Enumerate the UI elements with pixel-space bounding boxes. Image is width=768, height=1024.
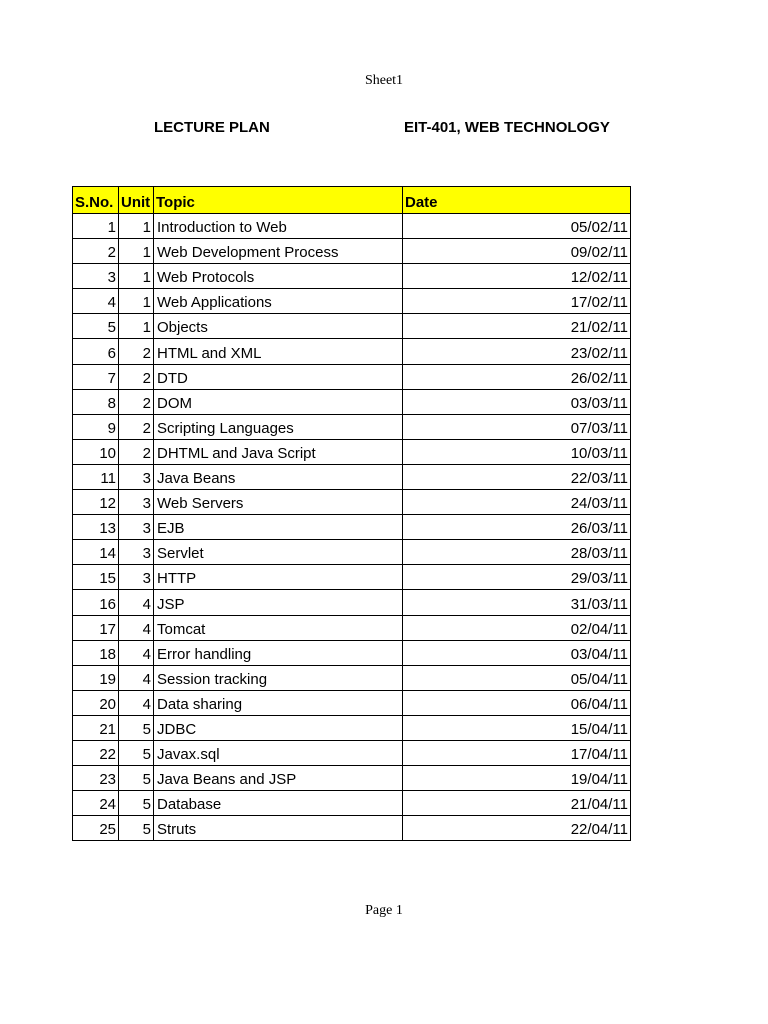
cell-date: 17/02/11: [403, 289, 631, 314]
cell-sno: 1: [73, 214, 119, 239]
cell-unit: 4: [119, 590, 154, 615]
page-number: Page 1: [365, 903, 403, 918]
cell-unit: 1: [119, 314, 154, 339]
cell-unit: 4: [119, 640, 154, 665]
cell-date: 31/03/11: [403, 590, 631, 615]
cell-date: 26/03/11: [403, 515, 631, 540]
table-row: [73, 740, 631, 765]
column-header-unit: Unit: [119, 187, 154, 214]
cell-topic: Web Servers: [154, 490, 403, 515]
cell-topic: Web Protocols: [154, 264, 403, 289]
cell-date: 02/04/11: [403, 615, 631, 640]
cell-unit: 4: [119, 615, 154, 640]
cell-unit: 2: [119, 339, 154, 364]
cell-sno: 7: [73, 364, 119, 389]
cell-unit: 2: [119, 439, 154, 464]
table-header-row: [73, 187, 631, 214]
cell-topic: JDBC: [154, 715, 403, 740]
cell-sno: 22: [73, 740, 119, 765]
cell-date: 19/04/11: [403, 766, 631, 791]
cell-date: 12/02/11: [403, 264, 631, 289]
table-row: [73, 239, 631, 264]
cell-unit: 2: [119, 364, 154, 389]
cell-sno: 17: [73, 615, 119, 640]
column-header-date: Date: [403, 187, 631, 214]
table-row: [73, 439, 631, 464]
cell-unit: 4: [119, 665, 154, 690]
table-row: [73, 791, 631, 816]
cell-date: 23/02/11: [403, 339, 631, 364]
cell-topic: Javax.sql: [154, 740, 403, 765]
cell-sno: 5: [73, 314, 119, 339]
cell-sno: 6: [73, 339, 119, 364]
table-row: [73, 715, 631, 740]
cell-unit: 3: [119, 565, 154, 590]
cell-topic: DTD: [154, 364, 403, 389]
column-header-topic: Topic: [154, 187, 403, 214]
table-row: [73, 490, 631, 515]
cell-unit: 5: [119, 816, 154, 841]
cell-topic: Struts: [154, 816, 403, 841]
cell-topic: Web Applications: [154, 289, 403, 314]
table-row: [73, 690, 631, 715]
cell-date: 05/02/11: [403, 214, 631, 239]
cell-topic: HTML and XML: [154, 339, 403, 364]
cell-topic: Tomcat: [154, 615, 403, 640]
cell-date: 03/04/11: [403, 640, 631, 665]
cell-topic: Data sharing: [154, 690, 403, 715]
column-header-sno: S.No.: [73, 187, 119, 214]
cell-topic: JSP: [154, 590, 403, 615]
table-row: [73, 264, 631, 289]
table-row: [73, 414, 631, 439]
cell-unit: 1: [119, 214, 154, 239]
cell-sno: 23: [73, 766, 119, 791]
lecture-plan-table: [72, 186, 631, 841]
table-row: [73, 364, 631, 389]
cell-sno: 2: [73, 239, 119, 264]
table-row: [73, 615, 631, 640]
cell-sno: 13: [73, 515, 119, 540]
cell-unit: 1: [119, 239, 154, 264]
cell-topic: Error handling: [154, 640, 403, 665]
table-row: [73, 389, 631, 414]
cell-sno: 11: [73, 464, 119, 489]
table-row: [73, 464, 631, 489]
cell-sno: 14: [73, 540, 119, 565]
cell-sno: 12: [73, 490, 119, 515]
course-title: EIT-401, WEB TECHNOLOGY: [404, 119, 610, 136]
cell-date: 21/04/11: [403, 791, 631, 816]
table-row: [73, 289, 631, 314]
table-row: [73, 590, 631, 615]
table-body: [73, 214, 631, 841]
cell-sno: 3: [73, 264, 119, 289]
cell-topic: HTTP: [154, 565, 403, 590]
cell-unit: 3: [119, 490, 154, 515]
cell-sno: 15: [73, 565, 119, 590]
cell-unit: 5: [119, 766, 154, 791]
table-row: [73, 515, 631, 540]
cell-date: 05/04/11: [403, 665, 631, 690]
cell-date: 26/02/11: [403, 364, 631, 389]
cell-sno: 19: [73, 665, 119, 690]
cell-unit: 5: [119, 715, 154, 740]
cell-topic: Java Beans and JSP: [154, 766, 403, 791]
cell-sno: 16: [73, 590, 119, 615]
cell-topic: Java Beans: [154, 464, 403, 489]
cell-unit: 5: [119, 740, 154, 765]
cell-topic: Web Development Process: [154, 239, 403, 264]
cell-sno: 20: [73, 690, 119, 715]
cell-sno: 9: [73, 414, 119, 439]
cell-topic: EJB: [154, 515, 403, 540]
cell-sno: 8: [73, 389, 119, 414]
cell-sno: 18: [73, 640, 119, 665]
cell-topic: Introduction to Web: [154, 214, 403, 239]
cell-topic: DOM: [154, 389, 403, 414]
cell-topic: DHTML and Java Script: [154, 439, 403, 464]
cell-unit: 3: [119, 464, 154, 489]
cell-unit: 1: [119, 289, 154, 314]
table-row: [73, 565, 631, 590]
table-row: [73, 766, 631, 791]
cell-date: 21/02/11: [403, 314, 631, 339]
cell-date: 06/04/11: [403, 690, 631, 715]
cell-unit: 3: [119, 515, 154, 540]
cell-unit: 2: [119, 414, 154, 439]
table-row: [73, 665, 631, 690]
cell-unit: 5: [119, 791, 154, 816]
cell-topic: Scripting Languages: [154, 414, 403, 439]
cell-date: 22/03/11: [403, 464, 631, 489]
cell-sno: 24: [73, 791, 119, 816]
table-row: [73, 314, 631, 339]
cell-unit: 2: [119, 389, 154, 414]
cell-sno: 10: [73, 439, 119, 464]
cell-date: 03/03/11: [403, 389, 631, 414]
cell-sno: 25: [73, 816, 119, 841]
cell-date: 22/04/11: [403, 816, 631, 841]
cell-topic: Servlet: [154, 540, 403, 565]
document-title: LECTURE PLAN: [154, 119, 270, 136]
table-row: [73, 540, 631, 565]
cell-date: 17/04/11: [403, 740, 631, 765]
cell-topic: Database: [154, 791, 403, 816]
cell-date: 28/03/11: [403, 540, 631, 565]
cell-unit: 3: [119, 540, 154, 565]
cell-date: 07/03/11: [403, 414, 631, 439]
cell-unit: 1: [119, 264, 154, 289]
cell-topic: Session tracking: [154, 665, 403, 690]
table-row: [73, 640, 631, 665]
cell-sno: 21: [73, 715, 119, 740]
cell-date: 24/03/11: [403, 490, 631, 515]
cell-date: 10/03/11: [403, 439, 631, 464]
cell-topic: Objects: [154, 314, 403, 339]
cell-date: 29/03/11: [403, 565, 631, 590]
table-row: [73, 214, 631, 239]
table-row: [73, 339, 631, 364]
cell-date: 09/02/11: [403, 239, 631, 264]
cell-sno: 4: [73, 289, 119, 314]
cell-unit: 4: [119, 690, 154, 715]
table-row: [73, 816, 631, 841]
sheet-name: Sheet1: [364, 73, 404, 88]
cell-date: 15/04/11: [403, 715, 631, 740]
